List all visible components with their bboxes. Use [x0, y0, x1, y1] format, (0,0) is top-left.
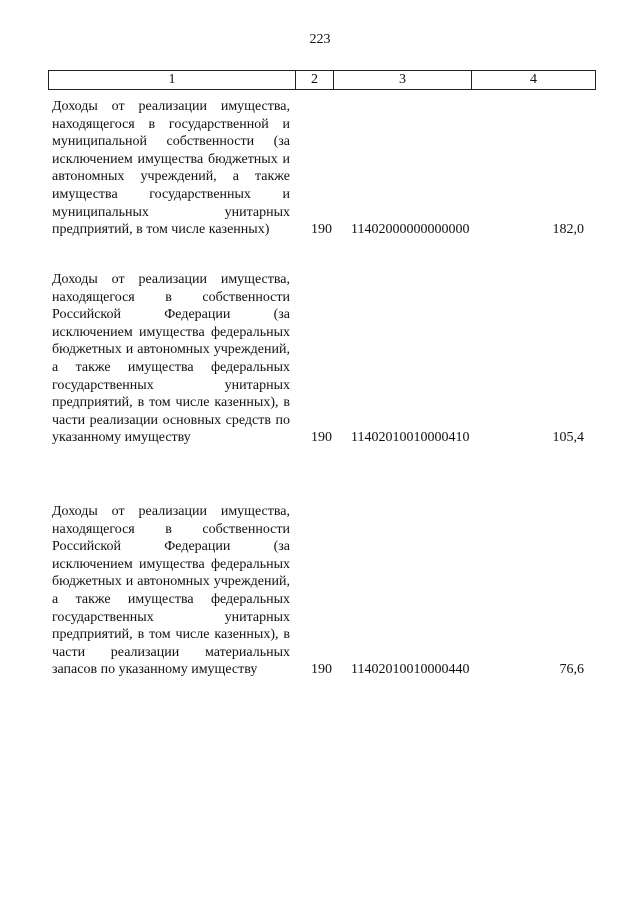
row-amount: 182,0	[552, 222, 584, 238]
row-code: 190	[311, 430, 332, 446]
row-kbk: 11402000000000000	[351, 222, 470, 238]
row-description: Доходы от реализации имущества, находящегося в собственности Российской Федерации (за исключением имущества федеральных бюджетных и автономных учреждений, а также имущества федеральных государственных унитарных предприятий, в том числе казенных), в части реализации основных средств по указанному имуществу	[52, 272, 290, 446]
column-header-3: 3	[334, 71, 472, 89]
table-header-row	[48, 70, 596, 90]
column-header-2: 2	[296, 71, 334, 89]
row-kbk: 11402010010000410	[351, 430, 470, 446]
row-kbk: 11402010010000440	[351, 662, 470, 678]
table-row	[52, 98, 592, 239]
table-row	[52, 271, 592, 447]
row-amount: 105,4	[552, 430, 584, 446]
row-description: Доходы от реализации имущества, находящегося в государственной и муниципальной собственности (за исключением имущества бюджетных и автономных учреждений, а также имущества государственных и муниципальных унитарных предприятий, в том числе казенных)	[52, 99, 290, 238]
row-amount: 76,6	[559, 662, 584, 678]
column-header-1: 1	[49, 71, 296, 89]
row-description: Доходы от реализации имущества, находящегося в собственности Российской Федерации (за исключением имущества федеральных бюджетных и автономных учреждений, а также имущества федеральных государственных унитарных предприятий, в том числе казенных), в части реализации материальных запасов по указанному имуществу	[52, 504, 290, 678]
row-code: 190	[311, 662, 332, 678]
column-header-4: 4	[530, 72, 537, 87]
page-number: 223	[309, 32, 331, 47]
table-row	[52, 503, 592, 679]
row-code: 190	[311, 222, 332, 238]
